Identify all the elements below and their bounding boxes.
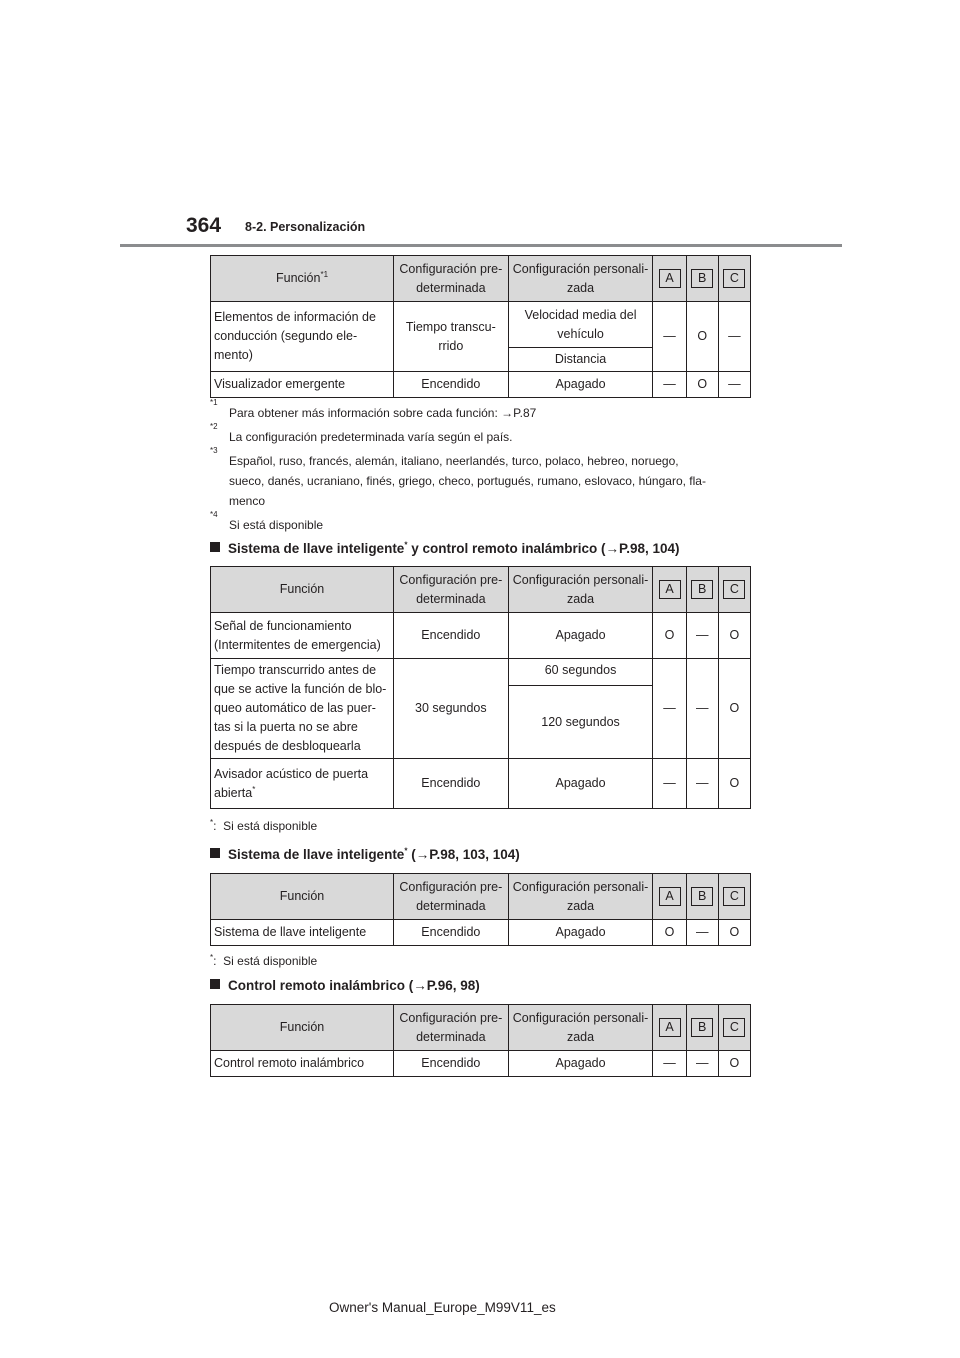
header-rule xyxy=(120,244,842,247)
header-personalized: Configuración personali- zada xyxy=(508,1005,653,1051)
mark-c: — xyxy=(718,302,750,372)
mark-c: O xyxy=(718,1051,750,1077)
page-number: 364 xyxy=(186,214,222,237)
mark-b: O xyxy=(686,372,718,398)
table-row xyxy=(211,613,751,659)
mark-a: O xyxy=(653,613,686,659)
section-heading: Sistema de llave inteligente* (→P.98, 103, 104) xyxy=(210,847,520,862)
page-footer: Owner's Manual_Europe_M99V11_es xyxy=(329,1300,556,1315)
table-header-row xyxy=(211,256,751,302)
footnote: *1 Para obtener más información sobre cada función: →P.87 xyxy=(210,398,537,420)
table-row xyxy=(211,372,751,398)
mark-c: — xyxy=(718,372,750,398)
mark-a: — xyxy=(653,1051,686,1077)
header-a: A xyxy=(653,874,686,920)
table-row xyxy=(211,302,751,348)
header-b: B xyxy=(686,256,718,302)
mark-b: — xyxy=(686,1051,718,1077)
row-option: Apagado xyxy=(508,759,653,809)
mark-a: — xyxy=(653,659,686,759)
header-c: C xyxy=(718,256,750,302)
mark-c: O xyxy=(718,613,750,659)
row-default: 30 segundos xyxy=(394,659,509,759)
header-a: A xyxy=(653,256,686,302)
mark-c: O xyxy=(718,920,750,946)
header-default: Configuración pre- determinada xyxy=(394,256,509,302)
mark-c: O xyxy=(718,659,750,759)
header-c: C xyxy=(718,567,750,613)
header-c: C xyxy=(718,1005,750,1051)
row-default: Tiempo transcu- rrido xyxy=(394,302,509,372)
header-function: Función$^{*1}$ xyxy=(211,256,394,302)
row-function: Avisador acústico de puerta abierta* xyxy=(211,759,394,809)
table-row xyxy=(211,920,751,946)
mark-b: — xyxy=(686,920,718,946)
header-function: Función xyxy=(211,567,394,613)
header-a: A xyxy=(653,567,686,613)
row-option: Apagado xyxy=(508,372,653,398)
header-a: A xyxy=(653,1005,686,1051)
row-function: Señal de funcionamiento (Intermitentes de emergencia) xyxy=(211,613,394,659)
row-option: 60 segundos xyxy=(508,659,653,686)
row-default: Encendido xyxy=(394,1051,509,1077)
section-heading: Sistema de llave inteligente* y control remoto inalámbrico (→P.98, 104) xyxy=(210,541,680,556)
row-option: Distancia xyxy=(508,348,653,372)
header-b: B xyxy=(686,874,718,920)
row-option: Apagado xyxy=(508,1051,653,1077)
header-personalized: Configuración personali- zada xyxy=(508,256,653,302)
footnote: *2 La configuración predeterminada varía según el país. xyxy=(210,422,513,444)
table-header-row xyxy=(211,1005,751,1051)
table-wireless-remote xyxy=(210,1004,751,1077)
section-heading: Control remoto inalámbrico (→P.96, 98) xyxy=(210,978,480,993)
header-default: Configuración pre- determinada xyxy=(394,567,509,613)
row-default: Encendido xyxy=(394,759,509,809)
row-function: Sistema de llave inteligente xyxy=(211,920,394,946)
footnote: *: Si está disponible xyxy=(210,953,318,968)
header-personalized: Configuración personali- zada xyxy=(508,567,653,613)
table-driving-info xyxy=(210,255,751,398)
row-function: Elementos de información de conducción (segundo ele- mento) xyxy=(211,302,394,372)
table-row xyxy=(211,759,751,809)
row-function: Tiempo transcurrido antes de que se active la función de blo- queo automático de las puer- tas si la puerta no se abre después de desbloquearla xyxy=(211,659,394,759)
mark-a: — xyxy=(653,759,686,809)
footnote: *: Si está disponible xyxy=(210,818,318,833)
header-function: Función xyxy=(211,1005,394,1051)
footnotes-1 xyxy=(210,398,750,535)
mark-b: O xyxy=(686,302,718,372)
mark-b: — xyxy=(686,659,718,759)
mark-a: — xyxy=(653,302,686,372)
header-c: C xyxy=(718,874,750,920)
row-default: Encendido xyxy=(394,920,509,946)
header-default: Configuración pre- determinada xyxy=(394,1005,509,1051)
row-default: Encendido xyxy=(394,372,509,398)
table-header-row xyxy=(211,874,751,920)
table-row xyxy=(211,659,751,686)
mark-a: O xyxy=(653,920,686,946)
row-default: Encendido xyxy=(394,613,509,659)
bullet-square-icon xyxy=(210,848,220,858)
bullet-square-icon xyxy=(210,979,220,989)
header-personalized: Configuración personali- zada xyxy=(508,874,653,920)
mark-b: — xyxy=(686,759,718,809)
section-title: 8-2. Personalización xyxy=(245,220,366,234)
bullet-square-icon xyxy=(210,542,220,552)
footnote: *4 Si está disponible xyxy=(210,510,324,532)
row-function: Visualizador emergente xyxy=(211,372,394,398)
row-option: Apagado xyxy=(508,920,653,946)
header-b: B xyxy=(686,1005,718,1051)
table-header-row xyxy=(211,567,751,613)
row-function: Control remoto inalámbrico xyxy=(211,1051,394,1077)
mark-b: — xyxy=(686,613,718,659)
header-default: Configuración pre- determinada xyxy=(394,874,509,920)
footnote: *3 Español, ruso, francés, alemán, italiano, neerlandés, turco, polaco, hebreo, noruego, sueco, danés, ucraniano, finés, griego, checo, portugués, rumano, eslovaco, húngaro, fla- menco xyxy=(210,446,706,508)
table-smart-key-remote xyxy=(210,566,751,809)
header-function: Función xyxy=(211,874,394,920)
row-option: Apagado xyxy=(508,613,653,659)
table-smart-key xyxy=(210,873,751,946)
header-b: B xyxy=(686,567,718,613)
row-option: 120 segundos xyxy=(508,686,653,759)
row-option: Velocidad media del vehículo xyxy=(508,302,653,348)
mark-a: — xyxy=(653,372,686,398)
mark-c: O xyxy=(718,759,750,809)
table-row xyxy=(211,1051,751,1077)
